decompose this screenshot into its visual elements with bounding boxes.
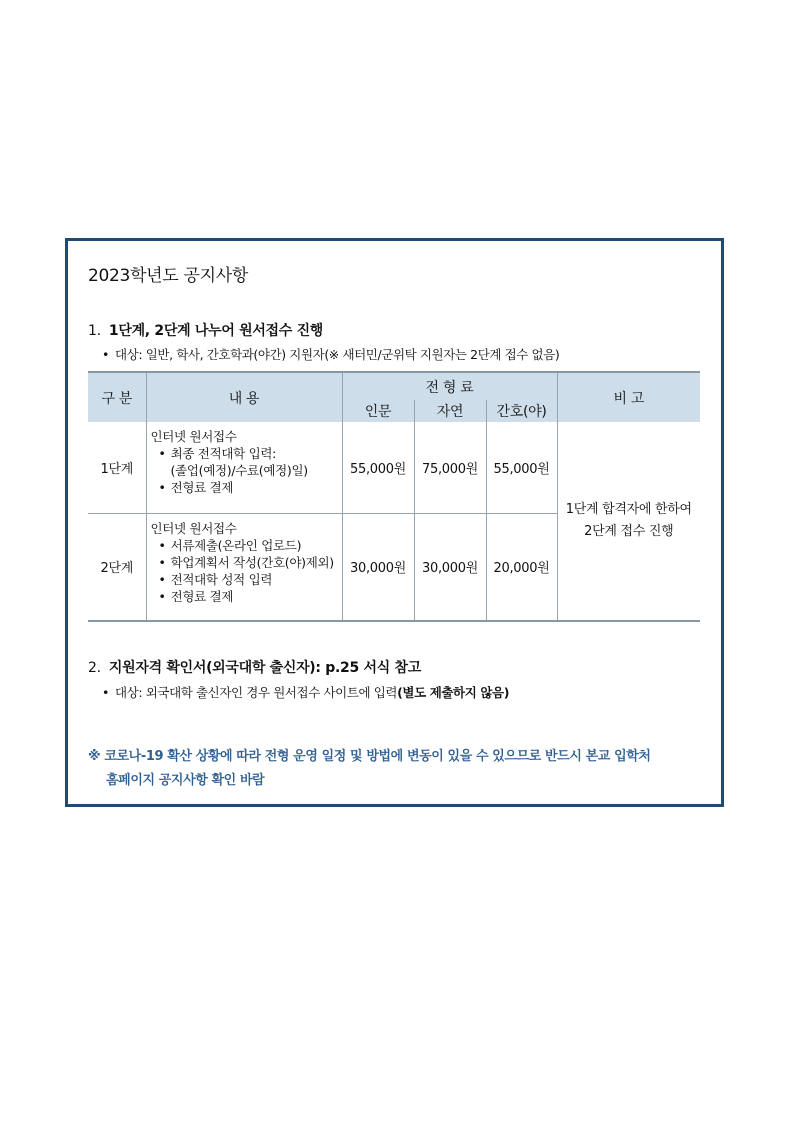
fee-nursing-cell: 55,000원: [486, 422, 557, 513]
bullet-icon: •: [158, 480, 166, 495]
section2-bullet-emphasis: (별도 제출하지 않음): [397, 685, 510, 700]
header-remarks: 비 고: [557, 372, 700, 422]
header-fee-nursing: 간호(야): [486, 400, 557, 422]
section1-heading: [88, 320, 323, 340]
header-content: 내 용: [146, 372, 342, 422]
list-item: [159, 571, 338, 588]
section1-title: 1단계, 2단계 나누어 원서접수 진행: [108, 323, 324, 339]
content-cell: [146, 422, 342, 513]
list-item-text: 전적대학 성적 입력: [170, 571, 273, 587]
fee-table: [88, 371, 700, 622]
content-cell: [146, 513, 342, 621]
warning-note: [88, 745, 708, 793]
content-title: 인터넷 원서접수: [150, 429, 237, 444]
list-item: [159, 588, 338, 605]
notice-title: 2023학년도 공지사항: [88, 266, 249, 286]
header-fee-humanities: 인문: [342, 400, 414, 422]
list-item-text: 전형료 결제: [170, 480, 234, 495]
section2-number: 2.: [88, 660, 101, 676]
fee-science-cell: 30,000원: [414, 513, 486, 621]
list-item: [159, 554, 338, 571]
section2-bullet-text: 대상: 외국대학 출신자인 경우 원서접수 사이트에 입력: [114, 685, 398, 700]
remarks-line1: 1단계 합격자에 한하여: [565, 502, 692, 517]
stage-cell: 1단계: [88, 422, 146, 513]
stage-cell: 2단계: [88, 513, 146, 621]
list-item: [159, 479, 338, 496]
section2-bullet: [102, 683, 509, 701]
fee-humanities-cell: 30,000원: [342, 513, 414, 621]
warning-line1: ※ 코로나-19 확산 상황에 따라 전형 운영 일정 및 방법에 변동이 있을 수 있으므로 반드시 본교 입학처: [88, 749, 651, 764]
bullet-icon: •: [158, 588, 166, 604]
bullet-icon: •: [158, 537, 166, 553]
bullet-icon: •: [158, 554, 166, 570]
list-item: [159, 462, 338, 479]
warning-line2: 홈페이지 공지사항 확인 바람: [106, 773, 265, 788]
table-row: [88, 422, 700, 513]
bullet-icon: •: [158, 571, 166, 587]
list-item: [159, 537, 338, 554]
header-fee: 전 형 료: [342, 372, 557, 400]
list-item: [159, 445, 338, 462]
section1-bullet-text: 대상: 일반, 학사, 간호학과(야간) 지원자(※ 새터민/군위탁 지원자는 2단계 접수 없음): [114, 347, 560, 362]
bullet-icon: •: [102, 347, 109, 362]
list-item-text: 학업계획서 작성(간호(야)제외): [170, 554, 334, 570]
header-fee-science: 자연: [414, 400, 486, 422]
content-list: [151, 445, 338, 496]
remarks-line2: 2단계 접수 진행: [584, 524, 674, 539]
content-title: 인터넷 원서접수: [150, 520, 237, 536]
content-list: [151, 537, 338, 605]
list-item-text: 서류제출(온라인 업로드): [170, 537, 302, 553]
bullet-icon: •: [158, 446, 166, 461]
notice-box: [65, 238, 724, 807]
fee-nursing-cell: 20,000원: [486, 513, 557, 621]
list-item-text: 전형료 결제: [170, 588, 234, 604]
header-category: 구 분: [88, 372, 146, 422]
fee-humanities-cell: 55,000원: [342, 422, 414, 513]
section2-title: 지원자격 확인서(외국대학 출신자): p.25 서식 참고: [108, 660, 421, 676]
section1-bullet: [102, 345, 559, 363]
fee-science-cell: 75,000원: [414, 422, 486, 513]
section2-heading: [88, 657, 421, 677]
remarks-cell: [557, 422, 700, 621]
list-item-text: (졸업(예정)/수료(예정)일): [170, 463, 308, 478]
section1-number: 1.: [88, 323, 101, 339]
list-item-text: 최종 전적대학 입력:: [170, 446, 277, 461]
bullet-icon: •: [102, 685, 109, 700]
